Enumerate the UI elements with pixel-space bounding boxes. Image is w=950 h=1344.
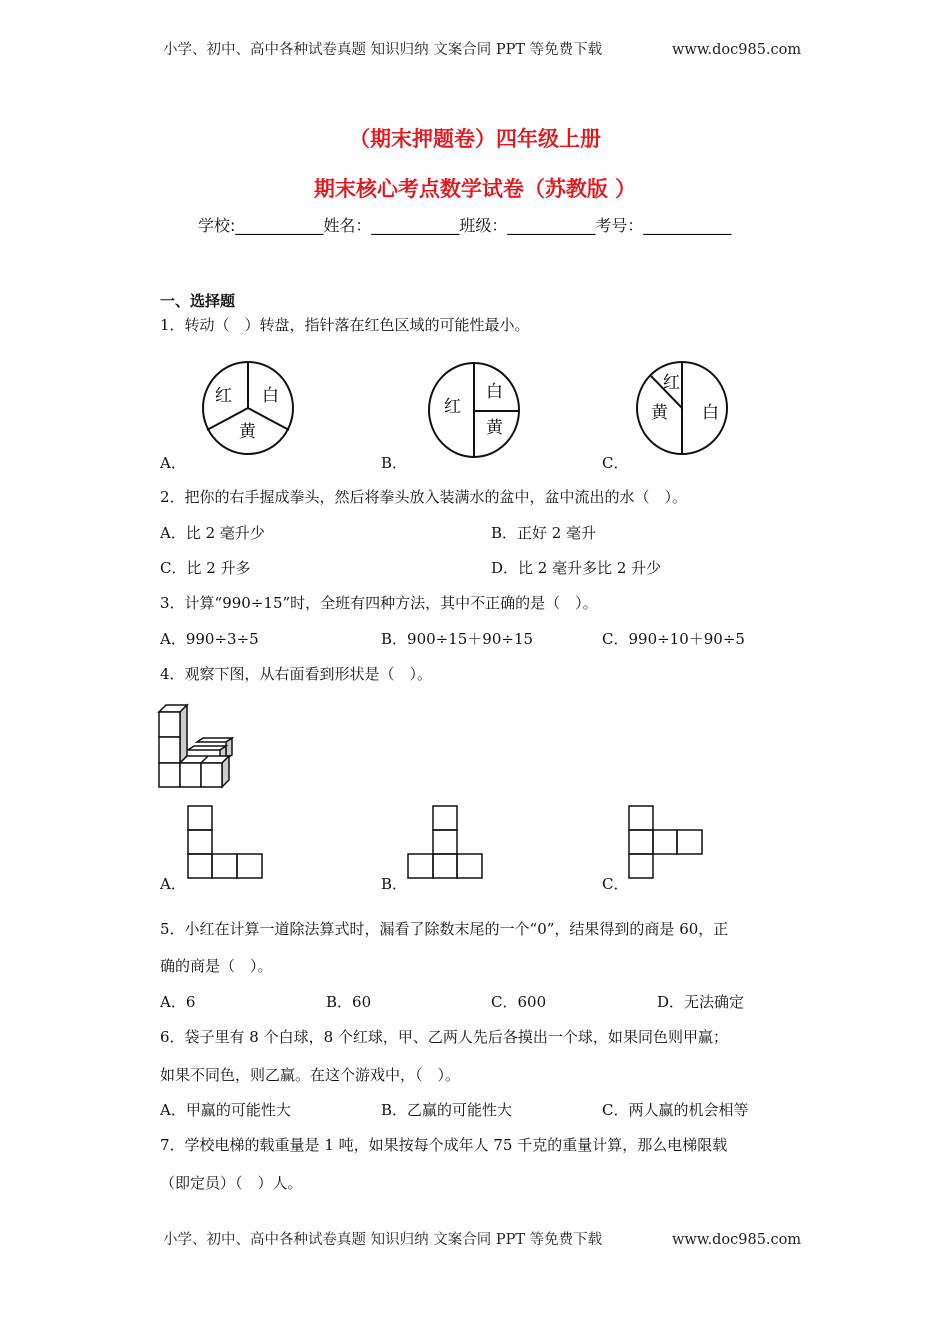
option-c[interactable]: C．990÷10＋90÷5 [602,630,745,648]
title-line-2: 期末核心考点数学试卷（苏教版 ） [313,177,637,201]
option-c[interactable]: C． [602,875,629,893]
question-5-line-2: 确的商是（ ）。 [160,957,273,975]
option-a[interactable]: A． [160,875,186,893]
option-b[interactable]: B．60 [326,993,372,1011]
option-b[interactable]: B．乙赢的可能性大 [381,1101,513,1119]
label-white: 白 [262,386,279,406]
label-yellow: 黄 [239,422,256,442]
question-2: 2．把你的右手握成拳头，然后将拳头放入装满水的盆中，盆中流出的水（ ）。 [160,488,688,506]
label-white: 白 [702,403,719,423]
header-url[interactable]: www.doc985.com [672,42,802,58]
question-6-line-2: 如果不同色，则乙赢。在这个游戏中，（ ）。 [160,1066,461,1084]
option-c[interactable]: C．比 2 升多 [160,559,251,577]
label-yellow: 黄 [486,418,503,438]
label-red: 红 [444,397,461,417]
question-3: 3．计算“990÷15”时，全班有四种方法，其中不正确的是（ ）。 [160,594,598,612]
option-a[interactable]: A．甲赢的可能性大 [160,1101,291,1119]
option-d[interactable]: D．无法确定 [657,993,745,1011]
label-red: 红 [215,386,232,406]
option-b[interactable]: B． [381,875,408,893]
option-b[interactable]: B．正好 2 毫升 [491,524,597,542]
label-white: 白 [486,382,503,402]
question-1: 1．转动（ ）转盘，指针落在红色区域的可能性最小。 [160,316,530,334]
footer-text: 小学、初中、高中各种试卷真题 知识归纳 文案合同 PPT 等免费下载 [163,1232,603,1248]
option-a[interactable]: A．6 [160,993,196,1011]
option-b[interactable]: B．900÷15＋90÷15 [381,630,534,648]
question-7-line-1: 7．学校电梯的载重量是 1 吨，如果按每个成年人 75 千克的重量计算，那么电梯限载 [160,1136,728,1154]
option-b[interactable]: B． [381,454,408,472]
option-c[interactable]: C． [602,454,629,472]
option-a[interactable]: A．比 2 毫升少 [160,524,265,542]
option-a[interactable]: A．990÷3÷5 [160,630,259,648]
label-yellow: 黄 [651,403,668,423]
question-6-line-1: 6．袋子里有 8 个白球，8 个红球，甲、乙两人先后各摸出一个球，如果同色则甲赢； [160,1028,728,1046]
question-7-line-2: （即定员）（ ）人。 [160,1174,303,1192]
question-5-line-1: 5．小红在计算一道除法算式时，漏看了除数末尾的一个“0”，结果得到的商是 60，正 [160,920,729,938]
option-c[interactable]: C．600 [491,993,547,1011]
option-c[interactable]: C．两人赢的机会相等 [602,1101,749,1119]
title-line-1: （期末押题卷）四年级上册 [349,127,601,151]
view-option-c [0,0,1,1]
section-heading: 一、选择题 [160,292,236,310]
question-4: 4．观察下图，从右面看到形状是（ ）。 [160,665,433,683]
option-d[interactable]: D．比 2 毫升多比 2 升少 [491,559,662,577]
option-a[interactable]: A． [160,454,186,472]
label-red: 红 [663,373,680,393]
header-text: 小学、初中、高中各种试卷真题 知识归纳 文案合同 PPT 等免费下载 [163,42,603,58]
student-info-fields: 学校:___________姓名：___________班级：___________考号：___________ [198,216,732,235]
footer-url[interactable]: www.doc985.com [672,1232,802,1248]
